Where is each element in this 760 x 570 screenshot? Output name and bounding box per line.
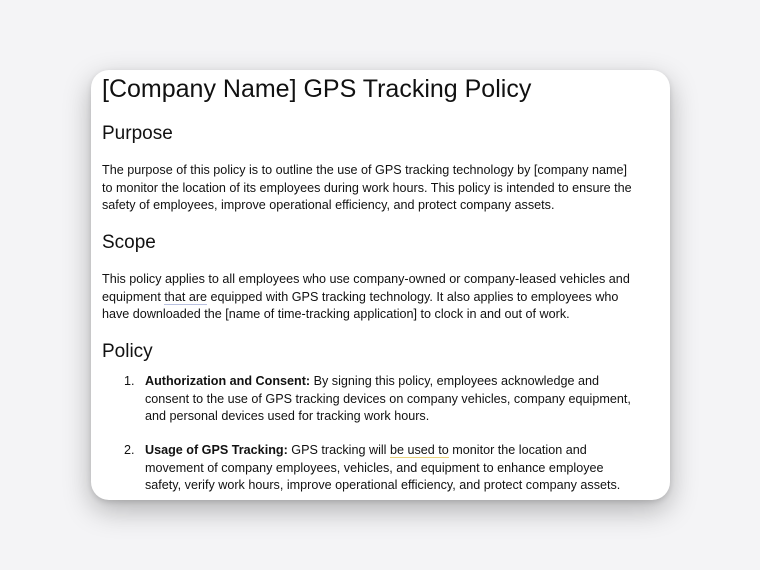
list-item-number: 1. [124,374,135,388]
document-title: [Company Name] GPS Tracking Policy [102,75,532,103]
purpose-paragraph [102,162,662,215]
purpose-line-3: safety of employees, improve operational efficiency, and protect company assets. [102,198,555,212]
scope-line-3: have downloaded the [name of time-tracking application] to clock in and out of work. [102,307,570,321]
list-item-line-1-text: By signing this policy, employees acknowledge and [310,374,599,388]
scope-line-1: This policy applies to all employees who use company-owned or company-leased vehicles and [102,272,630,286]
purpose-line-1: The purpose of this policy is to outline the use of GPS tracking technology by [company name] [102,163,628,177]
list-item-line-3: safety, verify work hours, improve operational efficiency, and protect company assets. [145,478,621,492]
list-item-body [145,442,665,495]
list-item-line-1-start: GPS tracking will [287,443,390,457]
list-item-line-1 [145,442,665,460]
list-item-line-1-end: monitor the location and [448,443,587,457]
scope-heading: Scope [102,232,156,253]
scope-paragraph [102,271,662,324]
purpose-heading: Purpose [102,123,173,144]
scope-line-2-start: equipment [102,289,165,304]
list-item-label: Usage of GPS Tracking: [145,443,288,457]
list-item-line-2: movement of company employees, vehicles, and equipment to enhance employee [145,460,604,475]
document-card [91,70,670,500]
style-suggestion-underline[interactable]: be used to [389,443,449,457]
list-item-line-2: consent to the use of GPS tracking devices on company vehicles, company equipment, [145,391,631,406]
list-item-label: Authorization and Consent: [145,374,311,388]
list-item-line-3: and personal devices used for tracking work hours. [145,409,430,423]
list-item-line-1 [145,373,665,391]
grammar-suggestion-underline[interactable]: that are [164,289,208,304]
list-item-number: 2. [124,443,135,457]
scope-line-2-end: equipped with GPS tracking technology. It also applies to employees who [207,289,619,304]
policy-heading: Policy [102,341,153,362]
purpose-line-2: to monitor the location of its employees during work hours. This policy is intended to ensure the [102,180,632,195]
scope-line-2 [102,289,662,307]
list-item-body [145,373,665,426]
